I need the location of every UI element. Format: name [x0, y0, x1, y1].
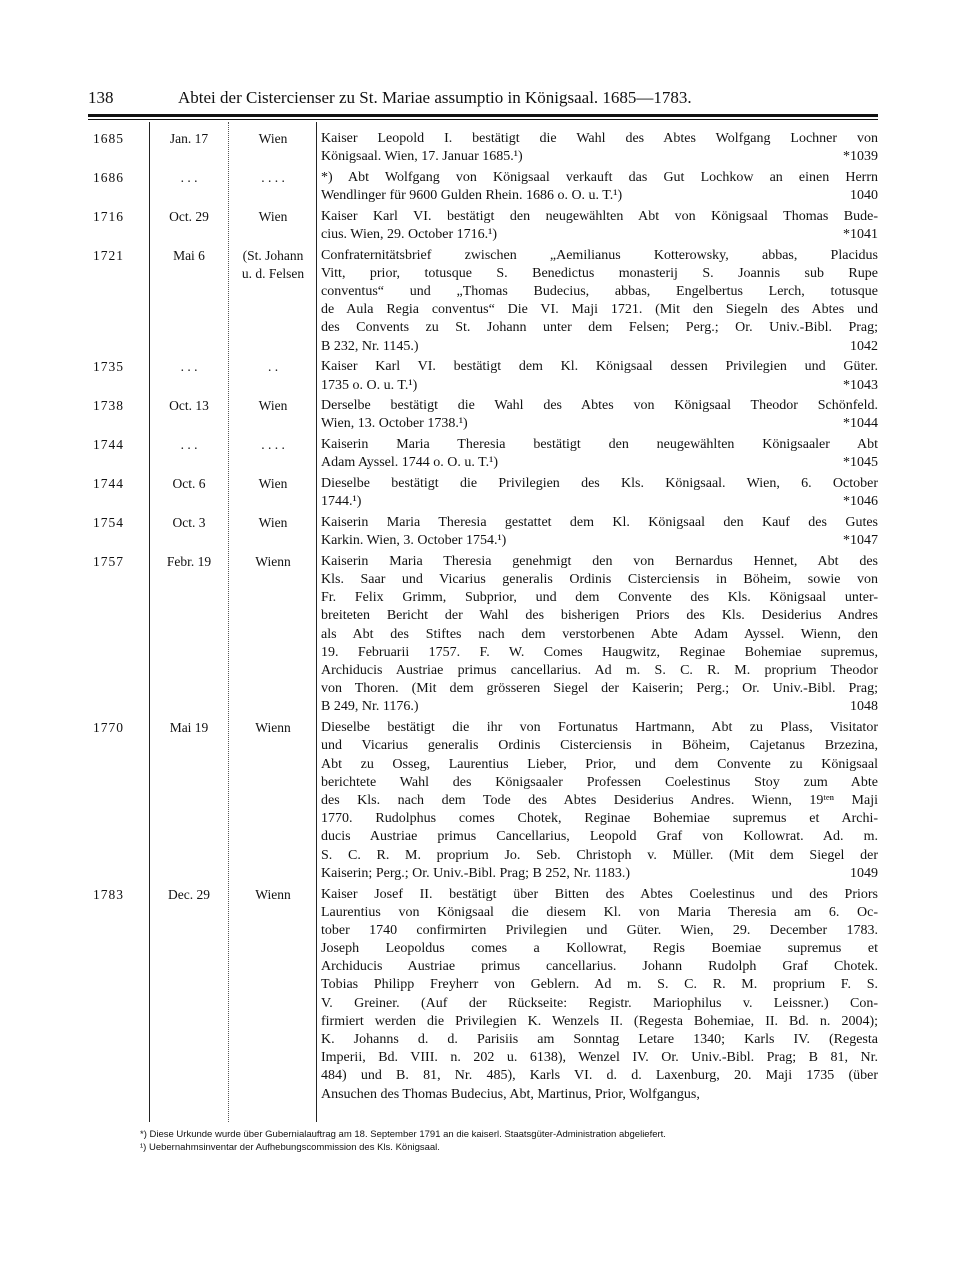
entry-line-text: Abt zu Osseg, Laurentius Lieber, Prior, und dem Convente zu Königsaal: [321, 756, 878, 772]
entry-number: *1039: [843, 149, 878, 165]
column-divider-place: [316, 122, 317, 1122]
entry-line-text: Kaiser Leopold I. bestätigt die Wahl des Abtes Wolfgang Lochner von: [321, 131, 878, 146]
entry-text-line: [321, 338, 878, 356]
entry-text: [321, 169, 878, 205]
entry-line-text: ducis Austriae primus Cancellarius, Leopold Graf von Kollowrat. Ad. m.: [321, 829, 878, 845]
entry-text-line: [321, 1049, 878, 1067]
entry-date: Dec. 29: [168, 886, 210, 902]
entry-line-text: Königsaal. Wien, 17. Januar 1685.¹): [321, 149, 523, 165]
entry-text-line: [321, 904, 878, 922]
entry-line-text: des Kls. nach dem Tode des Abtes Desiderius Andres. Wienn, 19ᵗᵉⁿ Maji: [321, 792, 878, 808]
entry-text-line: [321, 377, 878, 395]
entry-number: *1047: [843, 533, 878, 549]
entry-text: [321, 358, 878, 394]
entry-text: [321, 475, 878, 511]
entry-date: Febr. 19: [166, 553, 212, 569]
entry-line-text: Wendlinger für 9600 Gulden Rhein. 1686 o. O. u. T.¹): [321, 188, 623, 204]
entry-text-line: [321, 774, 878, 792]
entry-text: [321, 247, 878, 356]
entry-date: Mai 6: [173, 247, 205, 263]
entry-year: 1770: [93, 720, 124, 736]
footnotes: [140, 1128, 880, 1154]
entry-text-line: [321, 358, 878, 376]
entry-text-line: [321, 662, 878, 680]
entry-line-text: Wien, 13. October 1738.¹): [321, 416, 468, 432]
entry-place: Wienn: [255, 720, 291, 736]
entry-year: 1744: [93, 437, 124, 453]
footnote-1: ¹) Uebernahmsinventar der Aufhebungscommission des Kls. Königsaal.: [140, 1142, 440, 1153]
entry-number: *1043: [843, 377, 878, 393]
entry-text-line: [321, 1013, 878, 1031]
entry-line-text: Archiducis Austriae primus cancellarius. Ad m. S. C. R. M. proprium Theodor: [321, 663, 878, 679]
entry-text-line: [321, 995, 878, 1013]
entry-year: 1757: [93, 553, 124, 569]
entry-text-line: [321, 436, 878, 454]
header-rule-thick: [88, 114, 878, 117]
entry-number: 1040: [850, 188, 878, 204]
entry-line-text: Kaiserin Maria Theresia gestattet dem Kl. Königsaal den Kauf des Gutes: [321, 515, 878, 530]
entry-year: 1735: [93, 359, 124, 375]
entry-line-text: Fr. Felix Grimm, Subprior, und dem Convente des Kls. Königsaal unter-: [321, 590, 878, 606]
entry-date: Oct. 29: [169, 208, 209, 224]
entry-text-line: [321, 397, 878, 415]
entry-text-line: [321, 265, 878, 283]
entry-text-line: [321, 208, 878, 226]
entry-text-line: [321, 454, 878, 472]
entry-text: [321, 719, 878, 883]
entry-place: Wienn: [255, 886, 291, 902]
entry-line-text: Laurentius von Königsaal die diesem Kl. von Maria Theresia am 6. Oc-: [321, 904, 878, 920]
entry-line-text: B 249, Nr. 1176.): [321, 699, 419, 715]
entry-line-text: S. C. R. M. proprium Jo. Seb. Christoph v. Müller. (Mit dem Siegel der: [321, 847, 878, 863]
entry-text-line: [321, 940, 878, 958]
entry-text: [321, 397, 878, 433]
entry-line-text: breiteten Bericht der Wahl des bisherigen Priors des Kls. Desiderius Andres: [321, 608, 878, 624]
entry-text-line: [321, 886, 878, 904]
entry-text-line: [321, 626, 878, 644]
entry-text-line: [321, 680, 878, 698]
entry-text-line: [321, 301, 878, 319]
entry-line-text: Ansuchen des Thomas Budecius, Abt, Martinus, Prior, Wolfgangus,: [321, 1086, 700, 1102]
entry-place: . . . .: [261, 169, 285, 185]
entry-date: . . .: [180, 169, 198, 185]
entry-text-line: [321, 1086, 878, 1104]
entry-place: Wien: [258, 131, 288, 146]
entry-line-text: *) Abt Wolfgang von Königsaal verkauft das Gut Lochkow an einen Herrn: [321, 169, 878, 185]
entry-date: Jan. 17: [169, 131, 209, 146]
entry-year: 1783: [93, 886, 124, 902]
entry-text-line: [321, 148, 878, 166]
entry-date: Oct. 6: [172, 476, 206, 492]
entry-text-line: [321, 607, 878, 625]
entry-text-line: [321, 847, 878, 865]
entry-text: [321, 886, 878, 1104]
footnote-star: *) Diese Urkunde wurde über Gubernialauftrag am 18. September 1791 an die kaiserl. Staatsgüter-Administration abgeliefert.: [140, 1129, 666, 1140]
entry-text-line: [321, 589, 878, 607]
entry-line-text: Dieselbe bestätigt die ihr von Fortunatus Hartmann, Abt zu Plass, Visitator: [321, 720, 878, 736]
entry-date: . . .: [180, 437, 198, 453]
entry-line-text: V. Greiner. (Auf der Rückseite: Registr. Mariophilus v. Leissner.) Con-: [321, 995, 878, 1011]
entry-date: Oct. 3: [172, 515, 206, 530]
entry-year: 1686: [93, 169, 124, 185]
entry-line-text: Kaiserin; Perg.; Or. Univ.-Bibl. Prag; B 252, Nr. 1183.): [321, 865, 631, 881]
entry-text: [321, 514, 878, 550]
entry-number: *1044: [843, 416, 878, 432]
entry-place: Wien: [258, 515, 288, 530]
entry-text-line: [321, 247, 878, 265]
entry-line-text: de Aula Regia conventus“ Die VI. Maji 1721. (Mit den Siegeln des Abtes und: [321, 302, 878, 318]
entry-line-text: 484) und B. 81, Nr. 485), Karls VI. d. d. Laxenburg, 20. Maji 1735 (über: [321, 1068, 878, 1084]
entry-date: Oct. 13: [169, 398, 209, 414]
entry-line-text: Kaiser Josef II. bestätigt über Bitten des Abtes Coelestinus und des Priors: [321, 886, 878, 902]
header-rule-thin: [88, 119, 878, 120]
entry-text: [321, 436, 878, 472]
column-divider-date: [228, 122, 229, 1122]
entry-line-text: 1744.¹): [321, 494, 362, 510]
entry-text-line: [321, 958, 878, 976]
entry-line-text: B 232, Nr. 1145.): [321, 338, 419, 354]
entry-text-line: [321, 865, 878, 883]
entry-number: 1048: [850, 699, 878, 715]
entry-text-line: [321, 514, 878, 532]
running-title: Abtei der Cistercienser zu St. Mariae assumptio in Königsaal. 1685—1783.: [178, 88, 692, 107]
entry-place: Wien: [258, 208, 288, 224]
entry-year: 1721: [93, 247, 124, 263]
entry-place: . . . .: [261, 437, 285, 453]
entry-date: Mai 19: [169, 720, 209, 736]
entry-place: Wien: [258, 398, 288, 414]
entry-line-text: Dieselbe bestätigt die Privilegien des Kls. Königsaal. Wien, 6. October: [321, 476, 878, 492]
entry-line-text: von Thoren. (Mit dem grösseren Siegel der Kaiserin; Perg.; Or. Univ.-Bibl. Prag;: [321, 681, 878, 697]
entry-line-text: tober 1740 confirmirten Privilegien und Güter. Wien, 29. December 1783.: [321, 922, 878, 938]
entry-text-line: [321, 922, 878, 940]
entry-line-text: des Convents zu St. Johann unter dem Felsen; Perg.; Or. Univ.-Bibl. Prag;: [321, 320, 878, 336]
entry-text: [321, 553, 878, 717]
entry-text-line: [321, 187, 878, 205]
entry-text-line: [321, 792, 878, 810]
entry-line-text: Derselbe bestätigt die Wahl des Abtes von Königsaal Theodor Schönfeld.: [321, 398, 878, 414]
entry-line-text: Kaiser Karl VI. bestätigt dem Kl. Königsaal dessen Privilegien und Güter.: [321, 359, 878, 375]
entry-text-line: [321, 532, 878, 550]
entry-text-line: [321, 319, 878, 337]
entry-text-line: [321, 169, 878, 187]
entry-number: *1045: [843, 455, 878, 471]
entry-line-text: Kaiserin Maria Theresia genehmigt den von Bernardus Hennet, Abt des: [321, 553, 878, 569]
entry-text-line: [321, 737, 878, 755]
entry-line-text: Tobias Philipp Freyherr von Geblern. Ad m. S. C. R. M. proprium F. S.: [321, 977, 878, 993]
entry-text-line: [321, 415, 878, 433]
entry-place: Wienn: [255, 553, 291, 569]
entry-text-line: [321, 553, 878, 571]
entry-line-text: 1770. Rudolphus comes Chotek, Reginae Bohemiae supremus et Archi-: [321, 811, 878, 827]
entry-line-text: Kls. Saar und Vicarius generalis Ordinis Cisterciensis in Böheim, sowie von: [321, 572, 878, 588]
entry-line-text: berichtete Wahl des Königsaaler Professen Coelestinus Stoy zum Abte: [321, 774, 878, 790]
entry-line-text: 1735 o. O. u. T.¹): [321, 377, 418, 393]
entry-place: . .: [267, 359, 279, 375]
entry-line-text: Joseph Leopoldus comes a Kollowrat, Regis Boemiae supremus et: [321, 941, 878, 957]
entry-year: 1685: [93, 131, 124, 146]
entry-line-text: Archiducis Austriae primus cancellarius. Johann Rudolph Graf Chotek.: [321, 959, 878, 975]
entry-text-line: [321, 1031, 878, 1049]
column-divider-year: [149, 122, 150, 1122]
entry-text-line: [321, 571, 878, 589]
entry-text-line: [321, 283, 878, 301]
entry-number: 1042: [850, 338, 878, 354]
entry-line-text: K. Johanns d. d. Parisiis am Sonntag Letare 1340; Karls IV. (Regesta: [321, 1032, 878, 1047]
entry-line-text: Vitt, prior, totusque S. Benedictus monasterij S. Joannis sub Rupe: [321, 265, 878, 281]
entry-text-line: [321, 828, 878, 846]
page-header: [88, 86, 878, 110]
entry-text-line: [321, 493, 878, 511]
entry-text-line: [321, 810, 878, 828]
entry-year: 1716: [93, 208, 124, 224]
entry-text-line: [321, 756, 878, 774]
entry-number: 1049: [850, 865, 878, 881]
entry-line-text: 19. Februarii 1757. F. W. Comes Haugwitz, Reginae Bohemiae supremus,: [321, 644, 878, 660]
entry-year: 1754: [93, 515, 124, 530]
entry-line-text: Karkin. Wien, 3. October 1754.¹): [321, 533, 507, 549]
entry-line-text: Kaiserin Maria Theresia bestätigt den neugewählten Königsaaler Abt: [321, 437, 878, 453]
entry-text: [321, 208, 878, 244]
entry-text-line: [321, 1067, 878, 1085]
entry-place: Wien: [258, 476, 288, 492]
entry-year: 1744: [93, 476, 124, 492]
entry-text-line: [321, 475, 878, 493]
entry-place: (St. Johann u. d. Felsen: [241, 247, 305, 281]
entry-line-text: cius. Wien, 29. October 1716.¹): [321, 226, 498, 242]
entry-date: . . .: [180, 359, 198, 375]
entry-year: 1738: [93, 398, 124, 414]
page-number: 138: [88, 88, 114, 107]
entry-text-line: [321, 719, 878, 737]
entry-line-text: Confraternitätsbrief zwischen „Aemilianus Kotterowsky, abbas, Placidus: [321, 247, 878, 263]
entry-text: [321, 130, 878, 166]
entry-text-line: [321, 226, 878, 244]
entry-text-line: [321, 976, 878, 994]
entry-line-text: Kaiser Karl VI. bestätigt den neugewählten Abt von Königsaal Thomas Bude-: [321, 208, 878, 224]
entry-line-text: Imperii, Bd. VIII. n. 202 u. 6138), Wenzel IV. Or. Univ.-Bibl. Prag; B 81, Nr.: [321, 1050, 878, 1066]
entry-text-line: [321, 130, 878, 148]
entry-line-text: firmiert werden die Privilegien K. Wenzels II. (Regesta Bohemiae, II. Bd. n. 2004);: [321, 1013, 878, 1029]
entry-text-line: [321, 698, 878, 716]
entry-line-text: conventus“ und „Thomas Budecius, abbas, Engelbertus Lerch, totusque: [321, 284, 878, 300]
entry-line-text: als Abt des Stiftes nach dem verstorbenen Abte Adam Ayssel. Wienn, den: [321, 626, 878, 642]
entry-text-line: [321, 644, 878, 662]
entry-line-text: und Vicarius generalis Ordinis Cisterciensis in Böheim, Cajetanus Brzezina,: [321, 738, 878, 754]
entry-line-text: Adam Ayssel. 1744 o. O. u. T.¹): [321, 455, 498, 471]
entry-number: *1046: [843, 494, 878, 510]
entry-number: *1041: [843, 226, 878, 242]
